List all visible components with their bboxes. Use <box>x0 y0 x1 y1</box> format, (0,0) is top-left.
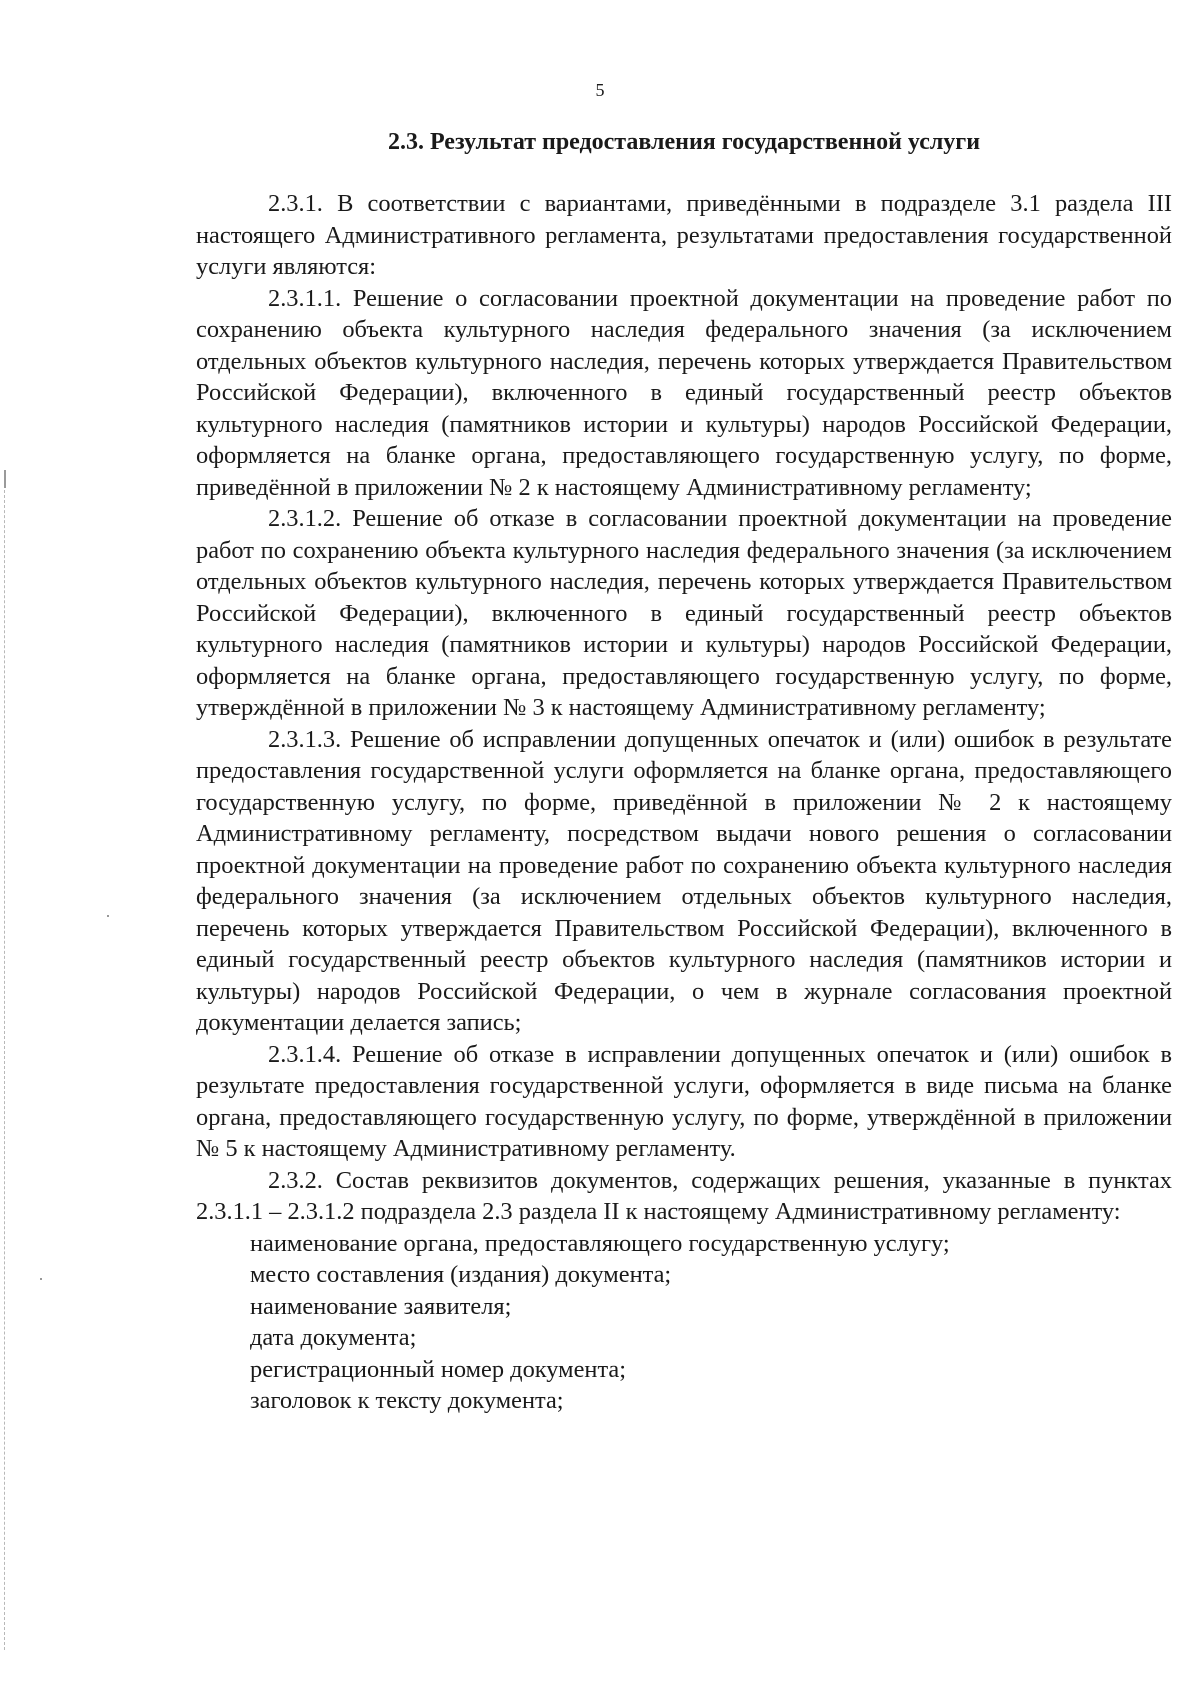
section-heading: 2.3. Результат предоставления государственной услуги <box>387 129 981 155</box>
list-item: заголовок к тексту документа; <box>250 1387 564 1414</box>
list-item: место составления (издания) документа; <box>250 1261 672 1288</box>
paragraph-2-3-1: 2.3.1. В соответствии с вариантами, приведёнными в подразделе 3.1 раздела III настоящего Административного регламента, результатами предоставления государственной услуги являются: <box>196 190 1172 280</box>
paragraph-2-3-1-3: 2.3.1.3. Решение об исправлении допущенных опечаток и (или) ошибок в результате предоставления государственной услуги оформляется на бланке органа, предоставляющего государственную услугу, по форме, приведённой в приложении № 2 к настоящему Административному регламенту, посредством выдачи нового решения о согласовании проектной документации на проведение работ по сохранению объекта культурного наследия федерального значения (за исключением отдельных объектов культурного наследия, перечень которых утверждается Правительством Российской Федерации), включенного в единый государственный реестр объектов культурного наследия (памятников истории и культуры) народов Российской Федерации, о чем в журнале согласования проектной документации делается запись; <box>196 725 1172 1036</box>
scan-speck <box>107 915 109 917</box>
list-item: дата документа; <box>250 1324 417 1351</box>
paragraph-2-3-2: 2.3.2. Состав реквизитов документов, содержащих решения, указанные в пунктах 2.3.1.1 – 2.3.1.2 подраздела 2.3 раздела II к настоящему Административному регламенту: <box>196 1166 1172 1225</box>
scan-edge-mark <box>4 470 6 488</box>
paragraph-2-3-1-4: 2.3.1.4. Решение об отказе в исправлении допущенных опечаток и (или) ошибок в результате предоставления государственной услуги, оформляется в виде письма на бланке органа, предоставляющего государственную услугу, по форме, утверждённой в приложении № 5 к настоящему Административному регламенту. <box>196 1040 1172 1162</box>
paragraph-2-3-1-2: 2.3.1.2. Решение об отказе в согласовании проектной документации на проведение работ по сохранению объекта культурного наследия федерального значения (за исключением отдельных объектов культурного наследия, перечень которых утверждается Правительством Российской Федерации), включенного в единый государственный реестр объектов культурного наследия (памятников истории и культуры) народов Российской Федерации, оформляется на бланке органа, предоставляющего государственную услугу, по форме, утверждённой в приложении № 3 к настоящему Административному регламенту; <box>196 505 1172 721</box>
scan-speck <box>40 1278 42 1280</box>
list-item: наименование органа, предоставляющего государственную услугу; <box>250 1229 950 1257</box>
paragraph-2-3-1-1: 2.3.1.1. Решение о согласовании проектной документации на проведение работ по сохранению объекта культурного наследия федерального значения (за исключением отдельных объектов культурного наследия, перечень которых утверждается Правительством Российской Федерации), включенного в единый государственный реестр объектов культурного наследия (памятников истории и культуры) народов Российской Федерации, оформляется на бланке органа, предоставляющего государственную услугу, по форме, приведённой в приложении № 2 к настоящему Административному регламенту; <box>196 284 1172 501</box>
list-item: наименование заявителя; <box>250 1292 512 1320</box>
scan-edge-artifact <box>4 470 5 1650</box>
document-body <box>196 188 1172 1417</box>
list-item: регистрационный номер документа; <box>250 1355 627 1383</box>
page-number: 5 <box>595 80 605 100</box>
